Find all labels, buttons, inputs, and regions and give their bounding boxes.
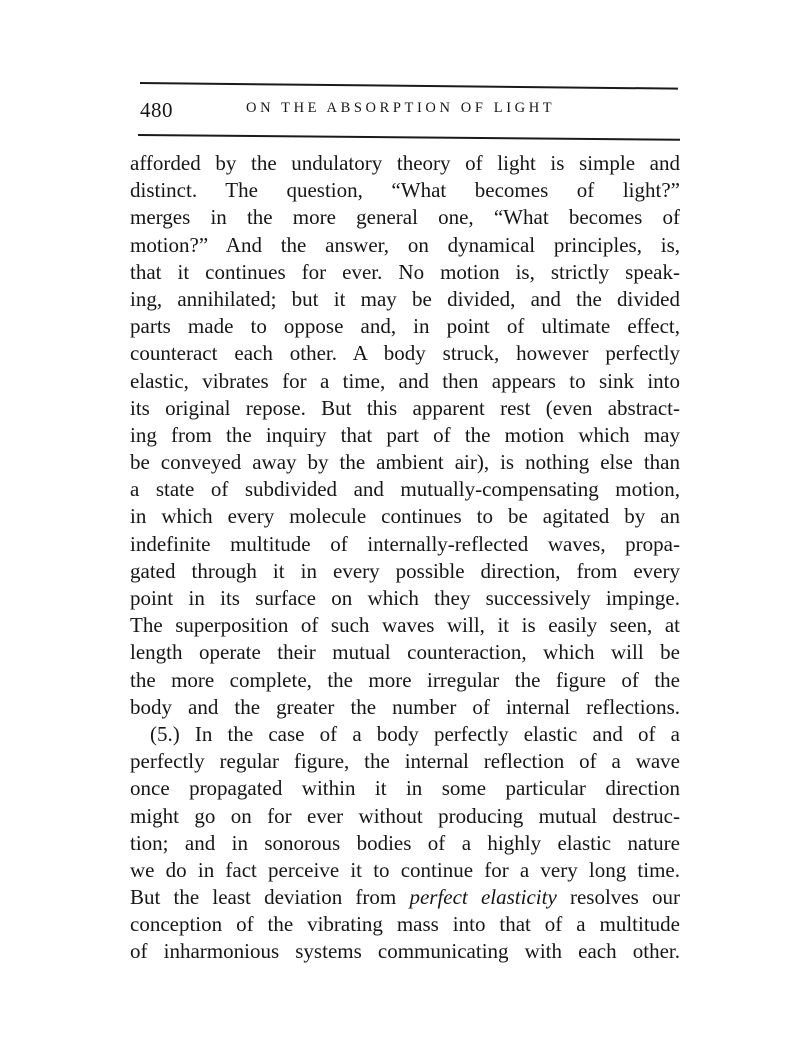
paragraph-start-line: (5.) In the case of a body perfectly elastic and of a [150,721,680,746]
text-line: a state of subdivided and mutually-compensating motion, [130,477,680,502]
text-fragment: But the least deviation from [130,885,410,910]
text-fragment: resolves our [556,885,680,910]
text-line: conception of the vibrating mass into that of a multitude [130,912,680,937]
text-line: indefinite multitude of internally-reflected waves, propa- [130,531,680,556]
text-line: The superposition of such waves will, it is easily seen, at [130,613,680,638]
header-bottom-rule [138,134,680,141]
text-line: tion; and in sonorous bodies of a highly elastic nature [130,830,680,855]
text-line: point in its surface on which they successively impinge. [130,586,680,610]
text-line: merges in the more general one, “What becomes of [130,205,680,230]
text-line: ing, annihilated; but it may be divided, and the divided [130,286,680,311]
text-line: that it continues for ever. No motion is, strictly speak- [130,259,680,284]
text-line: parts made to oppose and, in point of ultimate effect, [130,314,680,339]
text-line: afforded by the undulatory theory of light is simple and [130,151,680,175]
running-head [140,96,680,126]
text-line: body and the greater the number of internal reflections. [130,694,680,719]
text-line: distinct. The question, “What becomes of light?” [130,178,680,203]
text-line: counteract each other. A body struck, however perfectly [130,341,680,366]
text-line: of inharmonious systems communicating with each other. [130,939,680,964]
text-line: gated through it in every possible direction, from every [130,558,680,583]
text-line: in which every molecule continues to be agitated by an [130,504,680,529]
text-line: might go on for ever without producing mutual destruc- [130,803,680,828]
text-line: length operate their mutual counteraction, which will be [130,640,680,665]
text-line: we do in fact perceive it to continue for a very long time. [130,857,680,882]
running-title: ON THE ABSORPTION OF LIGHT [246,100,556,116]
body-text [130,150,680,966]
header-top-rule [140,82,678,90]
text-line: once propagated within it in some particular direction [130,776,680,801]
text-line: be conveyed away by the ambient air), is nothing else than [130,450,680,475]
text-line: perfectly regular figure, the internal reflection of a wave [130,749,680,774]
text-line: motion?” And the answer, on dynamical principles, is, [130,232,680,257]
text-line: its original repose. But this apparent rest (even abstract- [130,395,680,420]
page-number: 480 [140,98,173,122]
text-line: ing from the inquiry that part of the motion which may [130,422,680,447]
italic-phrase: perfect elasticity [409,885,557,910]
text-line-with-italic [130,884,680,911]
text-line: elastic, vibrates for a time, and then appears to sink into [130,368,680,393]
text-line: the more complete, the more irregular the figure of the [130,667,680,692]
